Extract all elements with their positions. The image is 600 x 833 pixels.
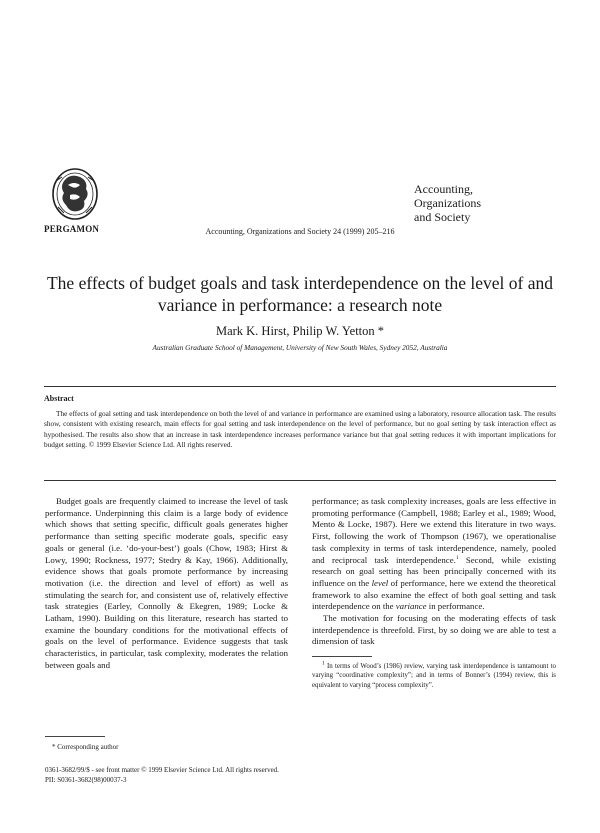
publisher-name: PERGAMON — [44, 224, 100, 234]
article-title: The effects of budget goals and task interdependence on the level of and variance in performance: a research note — [46, 273, 553, 315]
footnote-rule — [312, 656, 372, 657]
body-emphasis: variance — [395, 601, 427, 612]
body-column-right — [312, 496, 556, 648]
body-column-left — [45, 496, 288, 672]
body-paragraph — [312, 496, 556, 613]
pii-line: PII: S0361-3682(98)00037-3 — [45, 775, 127, 784]
journal-brand — [414, 182, 481, 224]
footnote-ref: 1 — [455, 554, 459, 561]
journal-brand-line: Organizations — [414, 196, 482, 210]
body-text: in performance. — [426, 601, 485, 612]
body-text: of performance, here we extend the theoretical framework to also examine the effect of both goal setting and task interdependence on the — [312, 577, 557, 612]
abstract-bottom-rule — [44, 480, 556, 481]
abstract-heading: Abstract — [44, 394, 74, 403]
article-authors: Mark K. Hirst, Philip W. Yetton * — [215, 324, 385, 338]
article-meta — [45, 766, 279, 785]
journal-brand-line: and Society — [414, 210, 471, 224]
abstract-top-rule — [44, 386, 556, 387]
publisher-logo — [50, 167, 100, 221]
journal-brand-line: Accounting, — [414, 182, 473, 196]
body-paragraph: The motivation for focusing on the moderating effects of task interdependence is threefold. First, by so doing we are able to test a dimension of task — [312, 613, 556, 647]
copyright-line: 0361-3682/99/$ - see front matter © 1999 Elsevier Science Ltd. All rights reserved. — [45, 766, 279, 774]
footnote-body: In terms of Wood’s (1986) review, varying task interdependence is tantamount to varying “coordinative complexity”; and in terms of Bonner’s (1994) review, this is equivalent to varying “process complexity”. — [312, 663, 556, 689]
abstract-text: The effects of goal setting and task interdependence on both the level of and variance in performance are examined using a laboratory, resource allocation task. The results show, consistent with existing research, main effects for goal setting and task interdependence on the level of performance, but no goal setting by task interaction effect as hypothesised. The results also show that an increase in task interdependence increases performance variance but that goal setting reduces it with important implications for budget setting. © 1999 Elsevier Science Ltd. All rights reserved. — [44, 409, 556, 449]
footnote-text — [312, 662, 556, 690]
author-affiliation: Australian Graduate School of Management, University of New South Wales, Sydney 2052, Australia — [152, 343, 448, 352]
footnote-mark: 1 — [322, 660, 325, 667]
body-text: performance; as task complexity increases, goals are less effective in promoting performance (Campbell, 1988; Earley et al., 1989; Wood, Mento & Locke, 1987). Here we extend this literature in two ways. First, following the work of Thompson (1967), we operationalise task complexity in terms of task interdependence, namely, pooled and reciprocal task interdependence. — [312, 496, 556, 565]
body-emphasis: level — [371, 577, 389, 588]
footnote — [312, 662, 556, 690]
body-text: Second, while existing research on goal setting has been principally concerned with its influence on the — [312, 554, 556, 588]
footnote-rule — [45, 736, 105, 737]
corresponding-author-note: * Corresponding author — [52, 743, 119, 751]
body-paragraph: Budget goals are frequently claimed to increase the level of task performance. Underpinning this claim is a large body of evidence which shows that setting specific, difficult goals generates higher performance than setting specific moderate goals, specific easy goals or general (i.e. ‘do-your-best’) goals (Chow, 1983; Hirst & Lowy, 1990; Rockness, 1977; Stedry & Kay, 1966). Additionally, evidence shows that goals promote performance by increasing motivation (i.e. the direction and level of effort) as well as stimulating the search for, and consistent use of, relatively effective task strategies (Earley, Connolly & Ekegren, 1989; Locke & Latham, 1990). Building on this literature, research has started to examine the boundary conditions for the motivational effects of goals on the level of performance. Evidence suggests that task characteristics, in particular, task complexity, moderates the relation between goals and — [45, 496, 288, 670]
journal-reference: Accounting, Organizations and Society 24 (1999) 205–216 — [205, 227, 395, 236]
